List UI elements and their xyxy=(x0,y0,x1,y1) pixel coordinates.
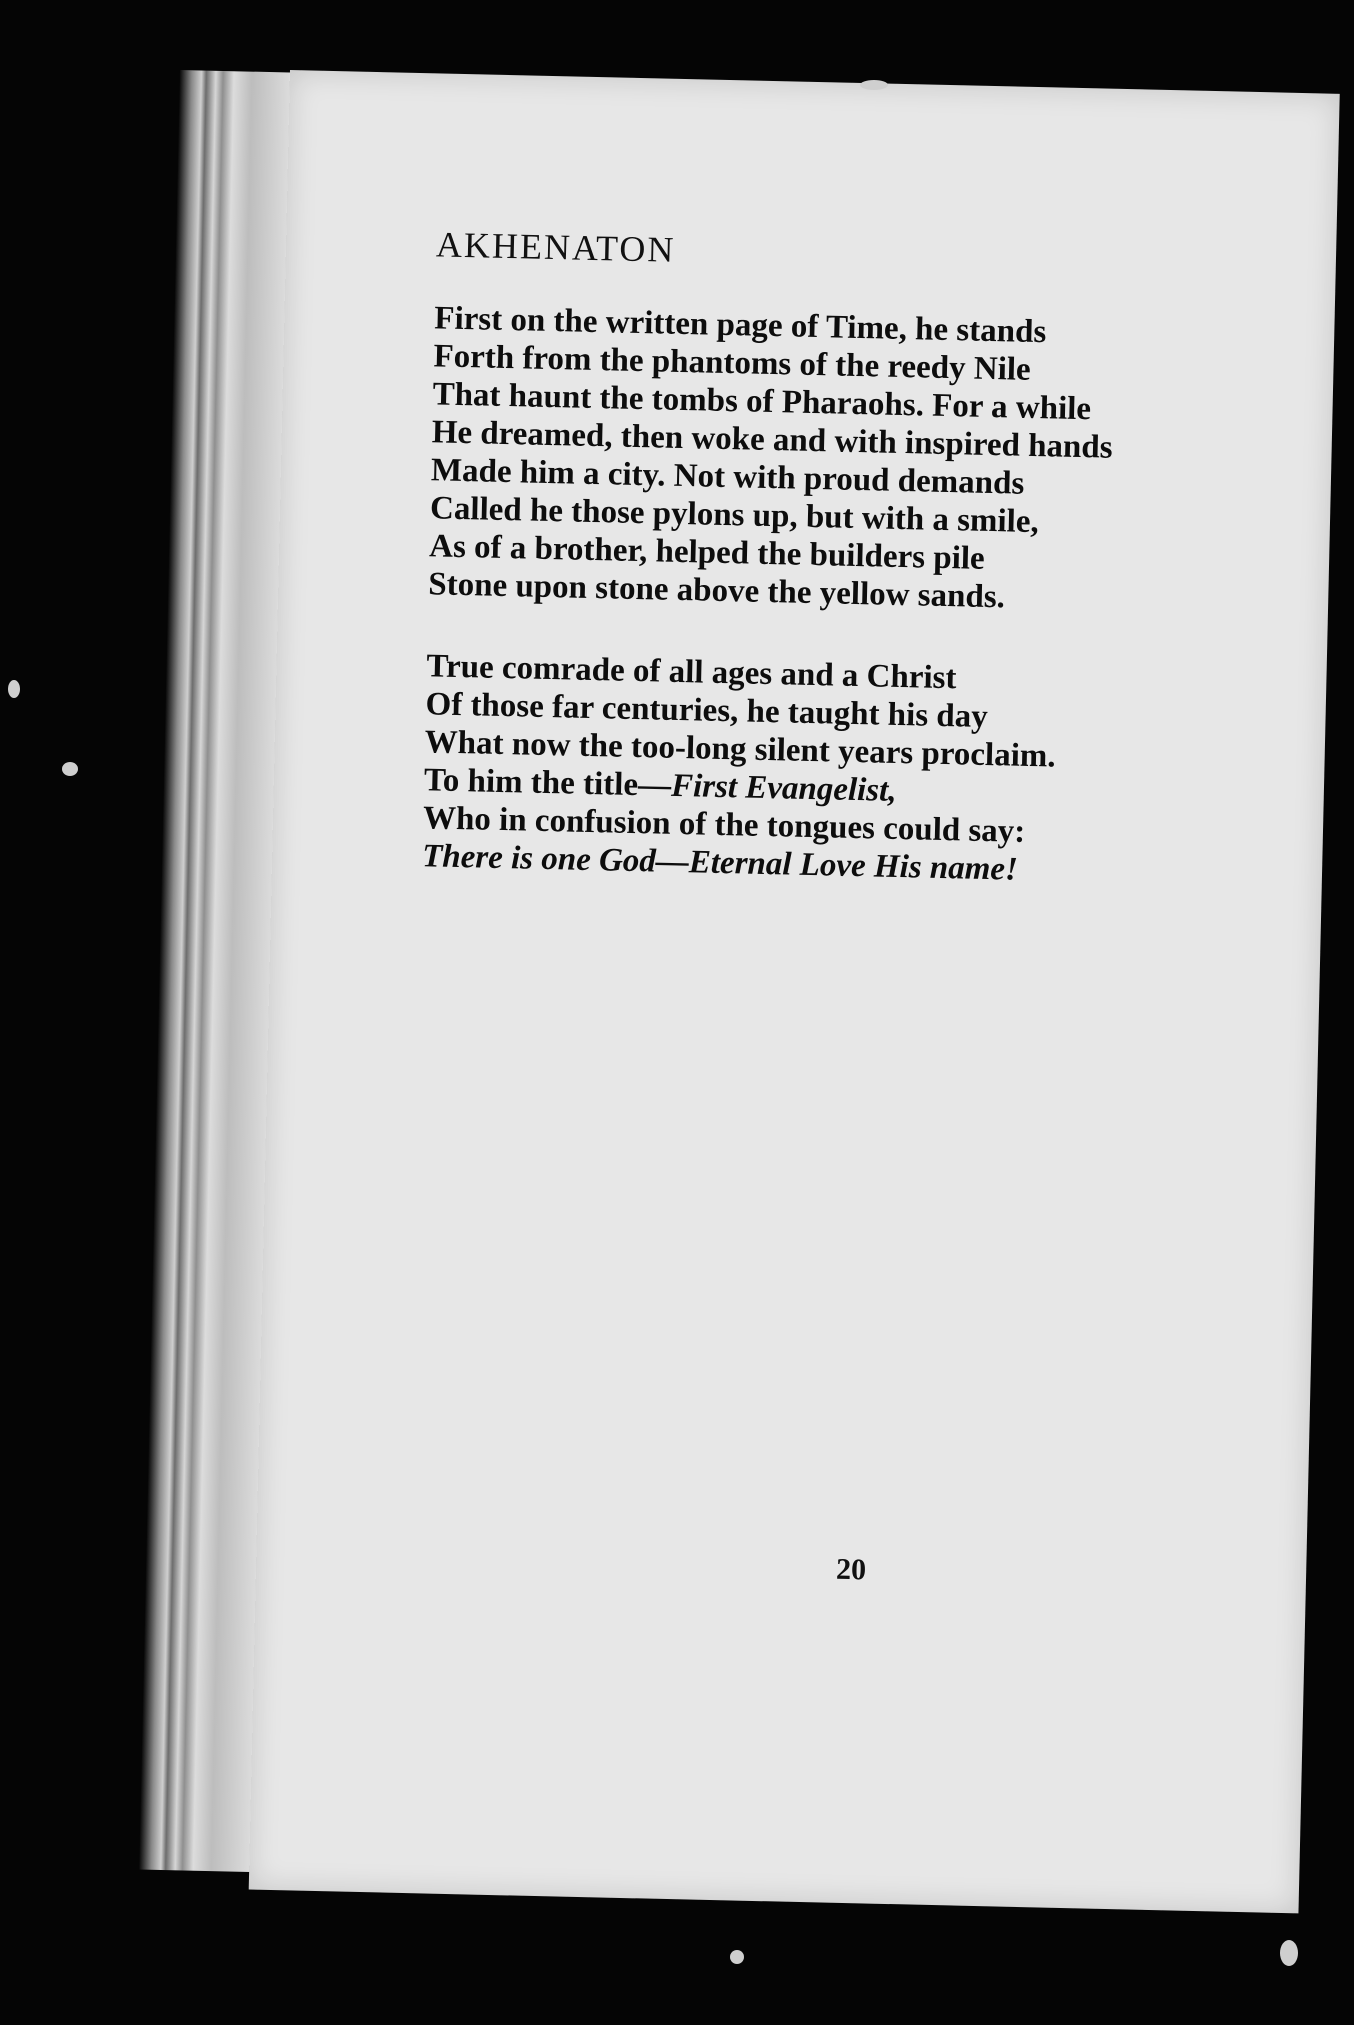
poem-title: AKHENATON xyxy=(435,224,676,270)
scan-speck xyxy=(730,1950,744,1964)
poem-line-text: To him the title— xyxy=(423,762,672,804)
book-page xyxy=(249,70,1340,1913)
scan-speck xyxy=(62,762,78,776)
poem-line: He dreamed, then woke and with inspired hands xyxy=(431,414,1113,466)
stanza-2 xyxy=(422,647,1247,894)
poem-line: That haunt the tombs of Pharaohs. For a while xyxy=(432,376,1092,428)
poem-line: Who in confusion of the tongues could say: xyxy=(422,800,1026,850)
scan-speck xyxy=(860,80,888,90)
poem-line-italic: First Evangelist, xyxy=(670,767,897,809)
poem-line-italic: There is one God—Eternal Love His name! xyxy=(421,838,1019,888)
scan-speck xyxy=(1280,1940,1298,1966)
poem-line: Made him a city. Not with proud demands xyxy=(430,452,1025,502)
page-content xyxy=(421,223,1257,1587)
poem-line: First on the written page of Time, he stands xyxy=(433,300,1047,351)
poem-line: True comrade of all ages and a Christ xyxy=(426,648,957,697)
poem-line: Stone upon stone above the yellow sands. xyxy=(427,566,1006,616)
stanza-1 xyxy=(428,299,1255,622)
page-number: 20 xyxy=(835,1552,867,1587)
poem-line: Forth from the phantoms of the reedy Nile xyxy=(433,338,1032,388)
poem-line: Of those far centuries, he taught his day xyxy=(425,686,989,735)
poem-line: Called he those pylons up, but with a smile, xyxy=(429,490,1040,541)
scan-speck xyxy=(8,680,20,698)
poem-line: What now the too-long silent years proclaim. xyxy=(424,724,1056,775)
poem-line: As of a brother, helped the builders pile xyxy=(428,528,986,577)
